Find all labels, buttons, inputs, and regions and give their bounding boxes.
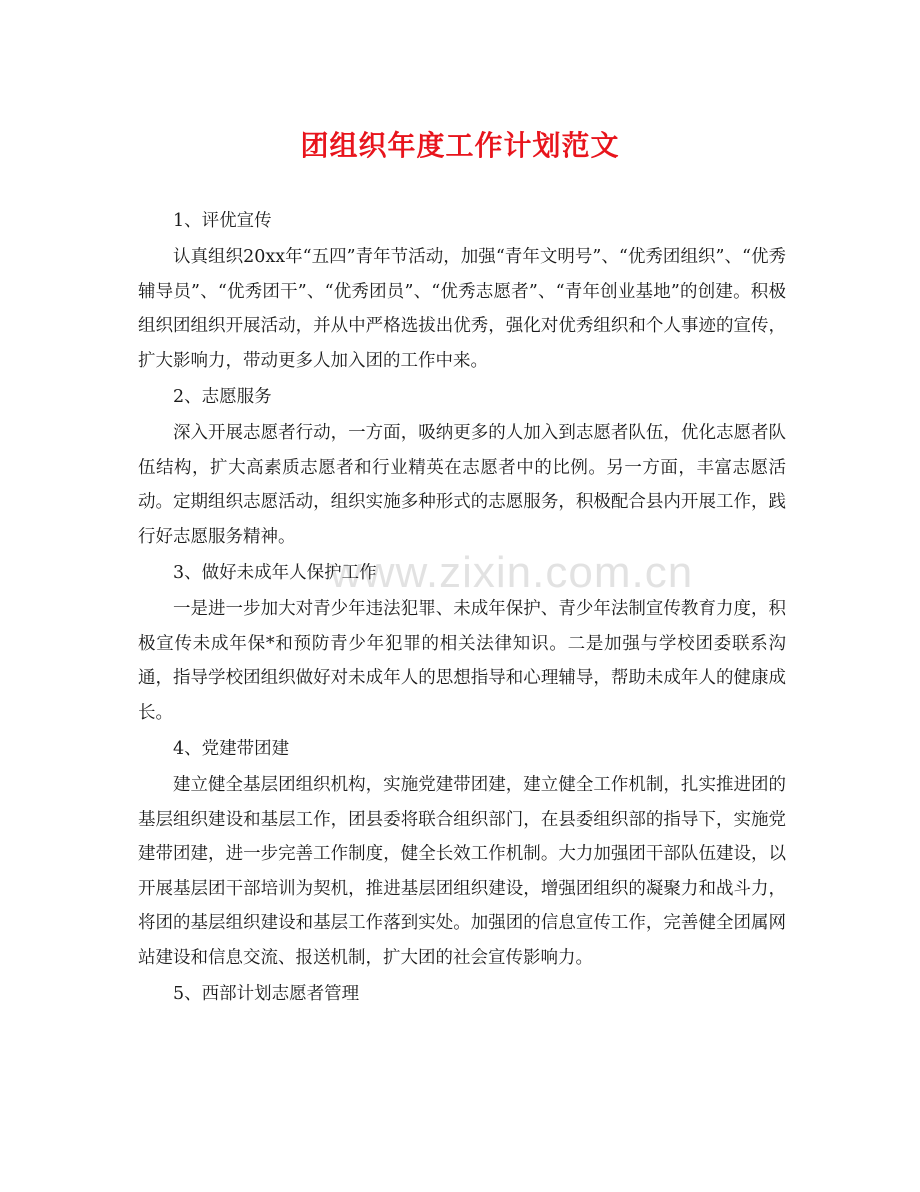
section-3 [138, 556, 786, 730]
section-4 [138, 732, 786, 975]
section-heading: 5、西部计划志愿者管理 [173, 984, 360, 1004]
section-heading: 3、做好未成年人保护工作 [173, 563, 377, 583]
section-paragraph: 建立健全基层团组织机构，实施党建带团建，建立健全工作机制，扎实推进团的基层组织建设和基层工作，团县委将联合组织部门，在县委组织部的指导下，实施党建带团建，进一步完善工作制度，健全长效工作机制。大力加强团干部队伍建设，以开展基层团干部培训为契机，推进基层团组织建设，增强团组织的凝聚力和战斗力，将团的基层组织建设和基层工作落到实处。加强团的信息宣传工作，完善健全团属网站建设和信息交流、报送机制，扩大团的社会宣传影响力。 [138, 775, 786, 968]
section-heading: 2、志愿服务 [173, 387, 272, 407]
section-paragraph: 一是进一步加大对青少年违法犯罪、未成年保护、青少年法制宣传教育力度，积极宣传未成年保*和预防青少年犯罪的相关法律知识。二是加强与学校团委联系沟通，指导学校团组织做好对未成年人的思想指导和心理辅导，帮助未成年人的健康成长。 [138, 599, 786, 723]
watermark-text: www.zixin.com.cn [330, 548, 694, 597]
section-5 [138, 977, 786, 1011]
section-2 [138, 380, 786, 554]
section-heading: 1、评优宣传 [173, 211, 272, 231]
section-paragraph: 认真组织20xx年“五四”青年节活动，加强“青年文明号”、“优秀团组织”、“优秀辅导员”、“优秀团干”、“优秀团员”、“优秀志愿者”、“青年创业基地”的创建。积极组织团组织开展活动，并从中严格选拔出优秀，强化对优秀组织和个人事迹的宣传，扩大影响力，带动更多人加入团的工作中来。 [138, 247, 786, 371]
document-body [138, 204, 786, 1013]
document-title: 团组织年度工作计划范文 [300, 129, 620, 162]
section-1 [138, 204, 786, 378]
section-paragraph: 深入开展志愿者行动，一方面，吸纳更多的人加入到志愿者队伍，优化志愿者队伍结构，扩大高素质志愿者和行业精英在志愿者中的比例。另一方面，丰富志愿活动。定期组织志愿活动，组织实施多种形式的志愿服务，积极配合县内开展工作，践行好志愿服务精神。 [138, 423, 786, 547]
section-heading: 4、党建带团建 [173, 739, 290, 759]
